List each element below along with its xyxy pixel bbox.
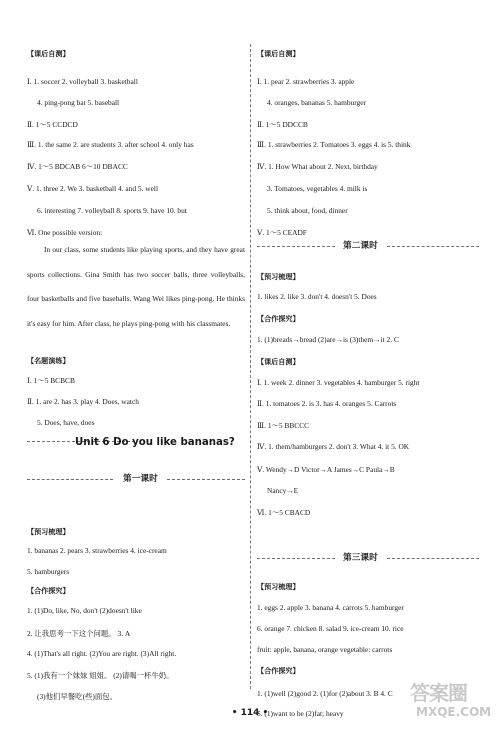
answer-line: 4. ping-pong bat 5. baseball [37,98,120,107]
section-heading: 【 课后自测 】 [27,50,70,58]
answer-line: Ⅳ. 1～5 BDCAB 6～10 DBACC [27,162,128,171]
answer-line: Ⅲ. 1. strawberries 2. Tomatoes 3. eggs 4. is 5. think [257,140,411,149]
section-heading: 【 合作探究 】 [257,315,300,323]
answer-line: Ⅴ. 1～5 CEADF [257,228,307,237]
answer-line: 2. 让我思考一下这个问题。 3. A [27,629,131,638]
answer-line: 3. Tomatoes, vegetables 4. milk is [267,184,368,193]
answer-line: 4. (1)That's all right. (2)You are right. (3)All right. [27,649,177,658]
answer-line: (3)他们早餐吃(些)面包。 [37,692,118,701]
section-heading: 【 合作探究 】 [257,667,300,675]
answer-line: Ⅱ. 1～5 CCDCD [27,120,78,129]
answer-line: 5. (1)want to be (2)fat; heavy [257,709,344,718]
column-divider [250,44,251,689]
section-heading: 【 预习梳理 】 [257,273,300,281]
answer-line: 1. (1)breads→bread (2)are→is (3)them→it 2. C [257,335,399,344]
answer-line: Nancy→E [267,486,299,495]
section-heading: 【 课后自测 】 [257,358,300,366]
answer-line: 1. eggs 2. apple 3. banana 4. carrots 5. hamburger [257,603,404,612]
answer-line: Ⅲ. 1～5 BBCCC [257,421,310,430]
answer-line: fruit: apple, banana, orange vegetable: carrots [257,645,393,654]
answer-line: Ⅴ. Wendy→D Victor→A James→C Paula→B [257,465,395,474]
answer-line: 1. (1)well (2)good 2. (1)for (2)about 3. B 4. C [257,689,393,698]
answer-line: Ⅱ. 1～5 DDCCB [257,120,308,129]
lesson1-rule-right [167,479,245,480]
sample-essay-paragraph: In our class, some students like playing sports, and they have great sports collections. Gina Smith has two soccer balls, three volleyballs, four basketballs and five baseballs. Wang Wei likes ping-pong. He thinks it's easy for him. After class, he plays ping-pong with his classmates. [27,245,245,328]
page-number: • 114 • [231,708,269,718]
watermark-logo [410,682,494,724]
section-heading: 【 预习梳理 】 [27,528,70,536]
answer-line: 1. likes 2. like 3. don't 4. doesn't 5. Does [257,292,377,301]
answer-line: Ⅵ. One possible version: [27,228,103,237]
section-heading: 【 课后自测 】 [257,50,300,58]
answer-line: 1. bananas 2. pears 3. strawberries 4. ice-cream [27,546,167,555]
answer-line: Ⅲ. 1. the same 2. are students 3. after school 4. only has [27,140,194,149]
section-heading: 【 合作探究 】 [27,587,70,595]
answer-line: Ⅳ. 1. How What about 2. Next, birthday [257,162,378,171]
answer-line: 6. interesting 7. volleyball 8. sports 9. have 10. but [37,206,187,215]
answer-line: 4. oranges, bananas 5. hamburger [267,98,366,107]
answer-line: 1. (1)Do, like, No, don't (2)doesn't like [27,606,142,615]
answer-line: Ⅴ. 1. three 2. We 3. basketball 4. and 5. well [27,184,159,193]
answer-line: Ⅰ. 1. week 2. dinner 3. vegetables 4. hamburger 5. right [257,378,420,387]
lesson2-rule-left [257,246,335,247]
answer-line: Ⅱ. 1. tomatoes 2. is 3. has 4. oranges 5. Carrots [257,399,397,408]
lesson-title-3: 第三课时 [343,553,378,563]
section-heading: 【 名题演练 】 [27,357,70,365]
answer-line: Ⅰ. 1. pear 2. strawberries 3. apple [257,77,355,86]
answer-line: 5. Does, have, does [37,418,95,427]
watermark-line-1: 答案圈 [410,681,467,705]
lesson2-rule-right [387,246,479,247]
answer-line: 5. think about, food, dinner [267,206,348,215]
lesson-title-1: 第一课时 [123,474,158,484]
lesson3-rule-left [257,558,335,559]
answer-line: Ⅱ. 1. are 2. has 3. play 4. Does, watch [27,397,139,406]
lesson-title-2: 第二课时 [343,241,378,251]
answer-line: 5. hamburgers [27,567,70,576]
answer-line: 6. orange 7. chicken 8. salad 9. ice-cream 10. rice [257,624,404,633]
answer-line: Ⅳ. 1. them/hamburgers 2. don't 3. What 4. it 5. OK [257,442,410,451]
lesson1-rule-left [27,479,113,480]
watermark-line-2: MXQE.COM [416,705,492,719]
answer-line: 5. (1)我有一个妹妹 姐姐。 (2)请喝一杯牛奶。 [27,671,174,680]
answer-line: Ⅰ. 1. soccer 2. volleyball 3. basketball [27,77,138,86]
section-heading: 【 预习梳理 】 [257,583,300,591]
answer-line: Ⅰ. 1～5 BCBCB [27,376,75,385]
unit-title: Unit 6 Do you like bananas? [75,437,235,448]
lesson3-rule-right [387,558,479,559]
answer-line: Ⅵ. 1～5 CBACD [257,508,311,517]
